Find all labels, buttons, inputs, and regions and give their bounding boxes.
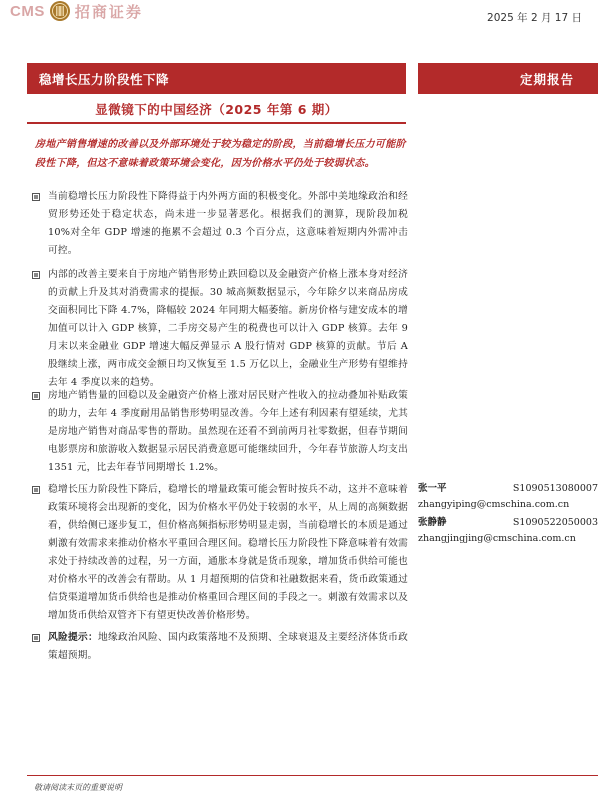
analyst-license: S1090513080007 (512, 483, 598, 494)
body-paragraph-1 (32, 188, 408, 260)
analyst-card (418, 515, 598, 547)
risk-label: 风险提示： (48, 632, 99, 643)
body-paragraph-2 (32, 266, 408, 392)
footer-divider (27, 775, 598, 776)
bullet-square-icon (32, 634, 40, 642)
paragraph-text: 稳增长压力阶段性下降后，稳增长的增量政策可能会暂时按兵不动，这并不意味着政策环境将会出现新的变化，因为价格水平仍处于较弱的水平，从上周的高频数据看，供给侧已逐步复工，但价格高频指标形势明显走弱，当前稳增长的本质是通过刺激有效需求来推动价格水平重回合理区间。稳增长压力阶段性下降意味着有效需求处于持续改善的过程，另一方面，通胀本身就是货币现象，增加货币供给可能也对价格水平的改善会有帮助。从 1 月超预期的信贷和社融数据来看，货币政策通过信贷渠道增加货币供给也是推动价格重回合理区间的手段之一。刺激有效需求以及增加货币供给双管齐下有望更快改善价格形势。 (48, 484, 408, 621)
analyst-email[interactable]: zhangjingjing@cmschina.com.cn (418, 533, 576, 544)
paragraph-text: 房地产销售量的回稳以及金融资产价格上涨对居民财产性收入的拉动叠加补贴政策的助力，去年 4 季度耐用品销售形势明显改善。今年上述有利因素有望延续，尤其是房地产销售对商品零售的帮助。虽然现在还看不到前两月社零数据，但春节期间电影票房和旅游收入数据显示居民消费意愿可能继续回升，今年春节旅游人均支出 1351 元，比去年春节同期增长 1.2%。 (48, 390, 408, 473)
bullet-square-icon (32, 193, 40, 201)
lead-summary: 房地产销售增速的改善以及外部环境处于较为稳定的阶段，当前稳增长压力可能阶段性下降，但这不意味着政策环境会变化，因为价格水平仍处于较弱状态。 (35, 139, 406, 169)
title-divider (27, 122, 406, 124)
body-paragraph-4 (32, 481, 408, 625)
analyst-name: 张一平 (418, 483, 447, 494)
bullet-square-icon (32, 392, 40, 400)
report-date: 2025 年 2 月 17 日 (487, 12, 582, 24)
brand-seal-icon (49, 0, 71, 22)
body-paragraph-3 (32, 387, 408, 477)
bullet-square-icon (32, 486, 40, 494)
brand-logo-cn: 招商证券 (74, 2, 143, 21)
analyst-email[interactable]: zhangyiping@cmschina.com.cn (418, 499, 570, 510)
bullet-square-icon (32, 271, 40, 279)
banner-title: 稳增长压力阶段性下降 (39, 72, 170, 87)
report-subtitle: 显微镜下的中国经济（2025 年第 6 期） (95, 102, 338, 117)
brand-logo-cms: CMS (10, 2, 45, 20)
analyst-license: S1090522050003 (512, 517, 598, 528)
analyst-name: 张静静 (418, 517, 447, 528)
paragraph-text: 当前稳增长压力阶段性下降得益于内外两方面的积极变化。外部中美地缘政治和经贸形势还处于稳定状态，尚未进一步显著恶化。根据我们的测算，现阶段加税 10%对全年 GDP 增速的拖累不会超过 0.3 个百分点，这意味着短期内外需冲击可控。 (48, 191, 408, 256)
risk-warning (32, 629, 408, 665)
report-category: 定期报告 (519, 72, 574, 87)
footer-disclaimer[interactable]: 敬请阅读末页的重要说明 (34, 783, 122, 792)
brand-logo (10, 1, 143, 21)
title-banner (27, 63, 406, 94)
category-banner (418, 63, 598, 94)
analyst-card (418, 481, 598, 513)
risk-text: 地缘政治风险、国内政策落地不及预期、全球衰退及主要经济体货币政策超预期。 (48, 632, 408, 661)
paragraph-text: 内部的改善主要来自于房地产销售形势止跌回稳以及金融资产价格上涨本身对经济的贡献上升及其对消费需求的提振。30 城高频数据显示，今年除夕以来商品房成交面积同比下降 4.7%，降幅较 2024 年同期大幅萎缩。新房价格与建安成本的增加值可以计入 GDP 核算，二手房交易产生的税费也可以计入 GDP 核算。去年 9 月末以来金融业 GDP 增速大幅反弹显示 A 股行情对 GDP 核算的贡献。节后 A 股继续上涨，两市成交金额日均又恢复至 1.5 万亿以上，金融业生产形势有望维持去年 4 季度以来的趋势。 (48, 269, 408, 388)
